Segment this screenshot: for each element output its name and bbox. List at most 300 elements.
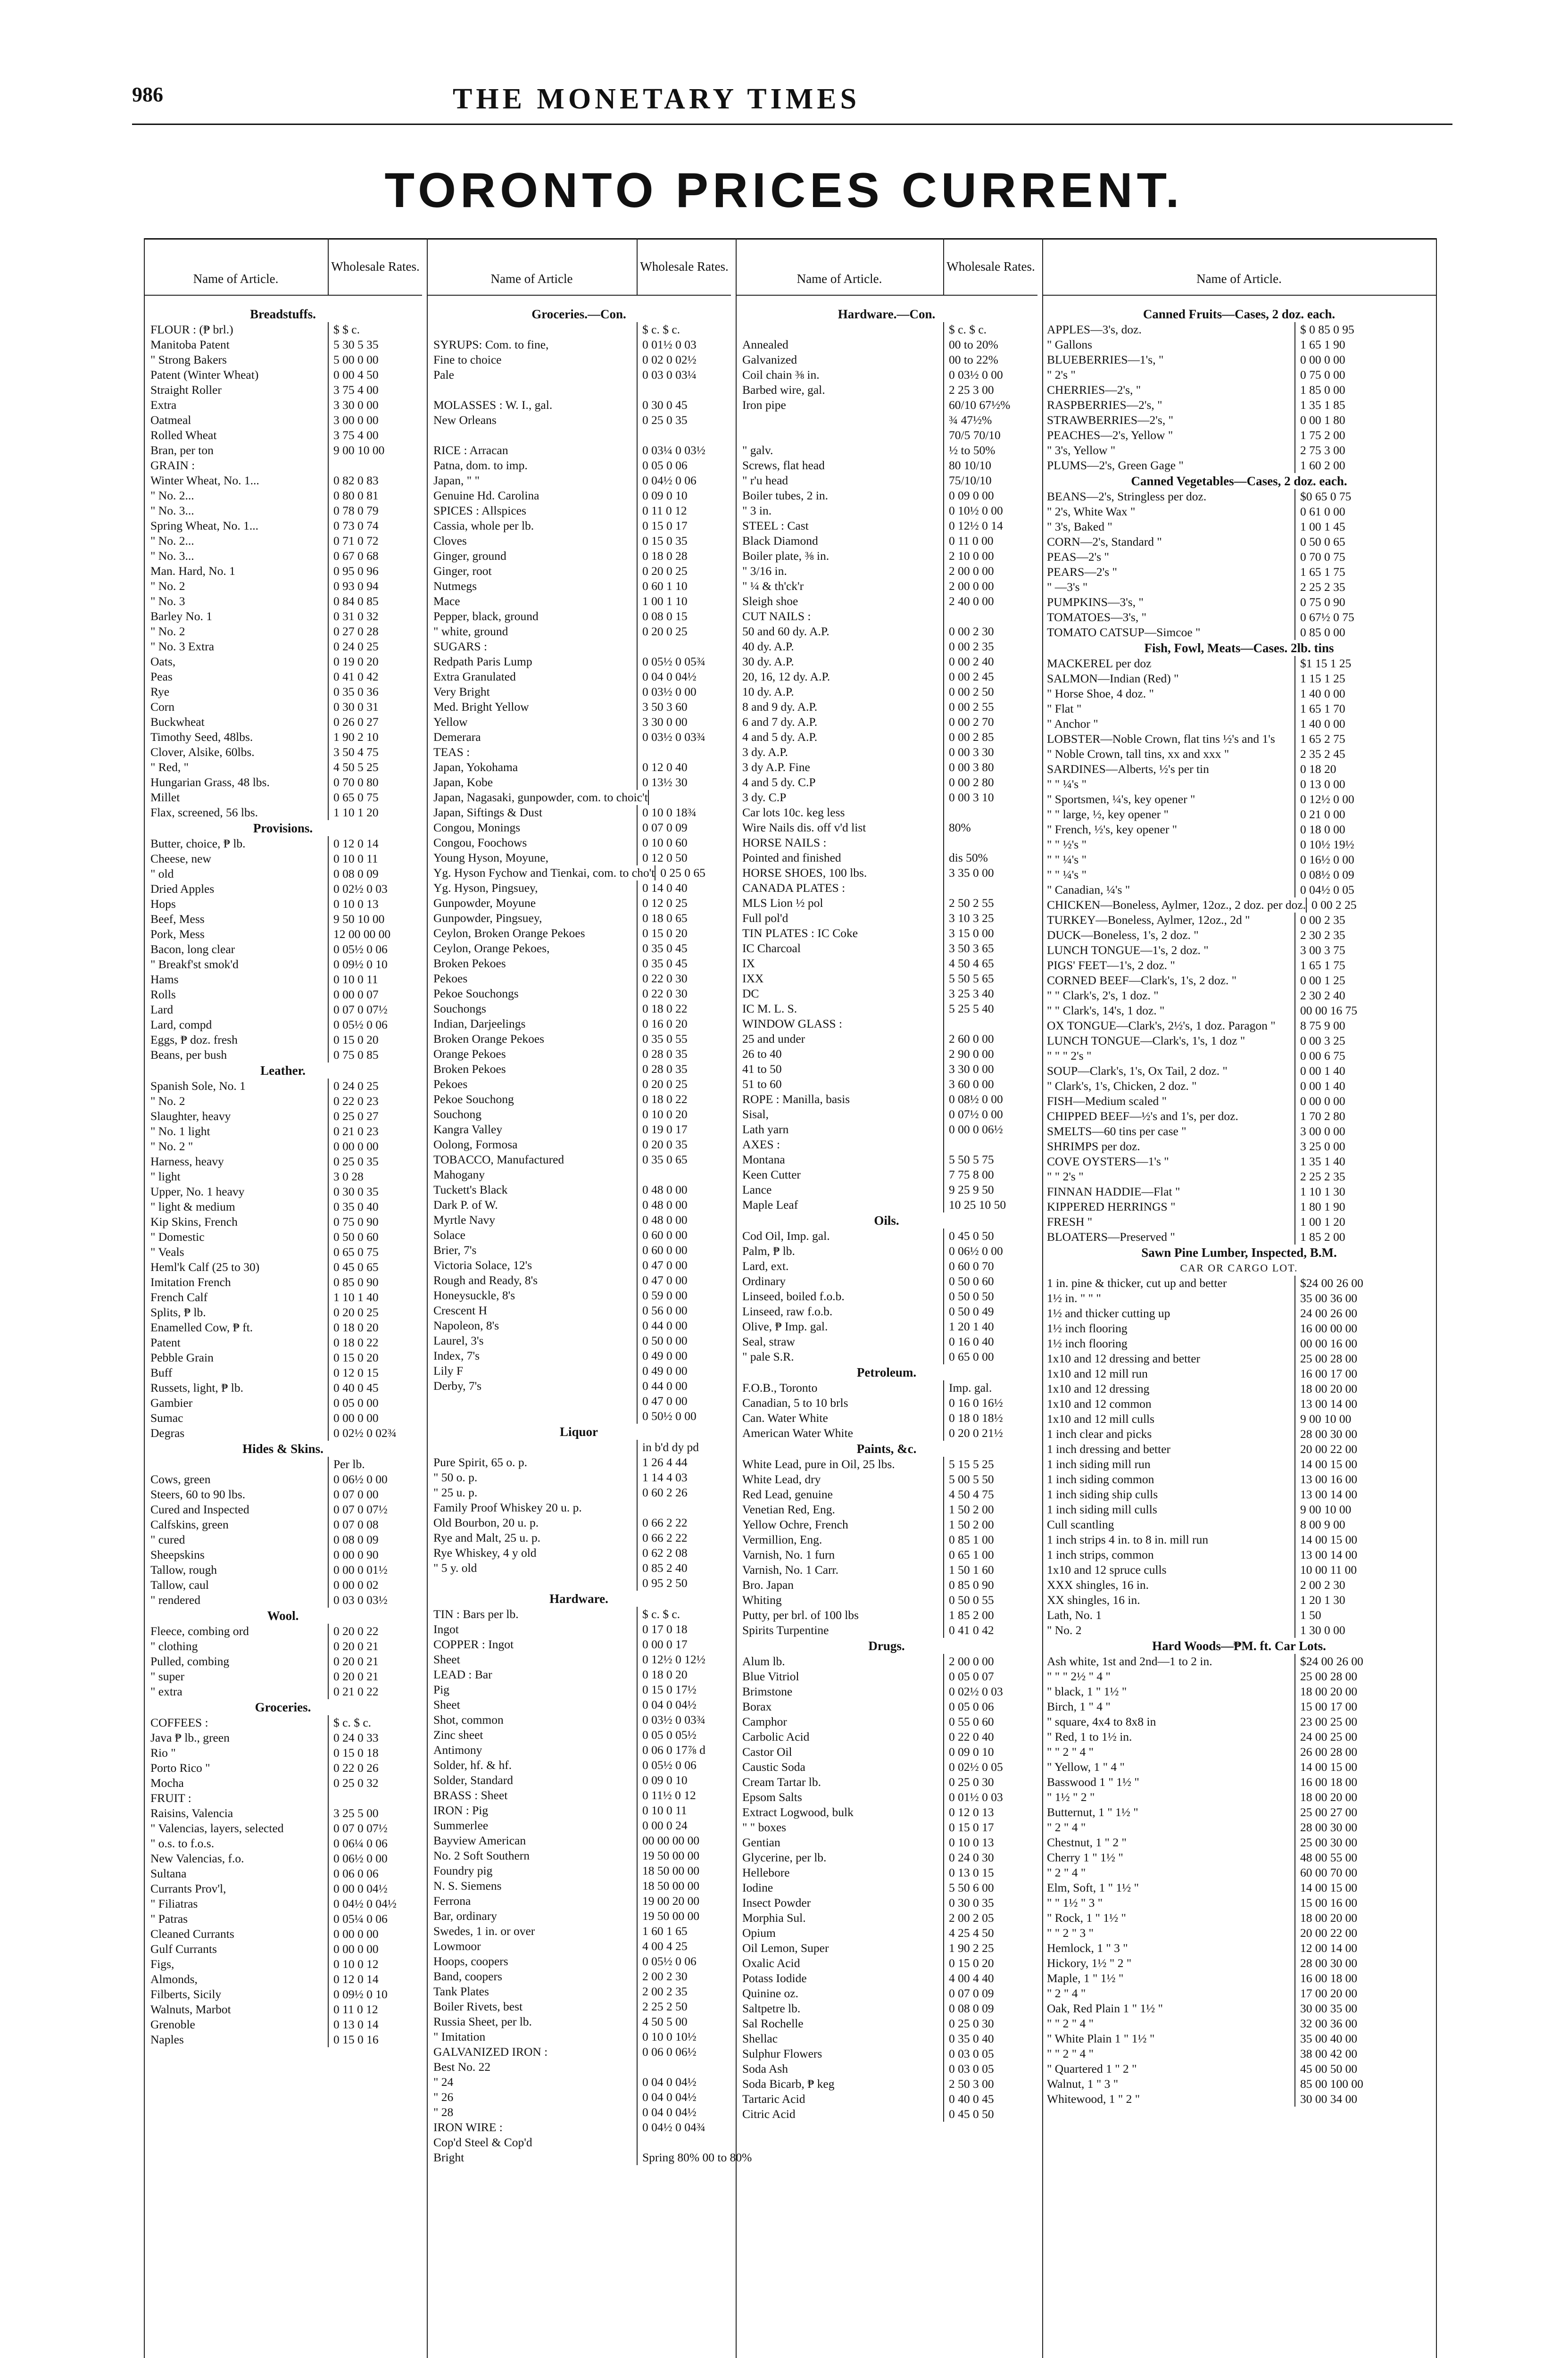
wholesale-rate: 4 00 4 25	[637, 1939, 731, 1954]
article-name: " 2 " 4 "	[1047, 1820, 1086, 1834]
wholesale-rate: 1 35 1 40	[1294, 1154, 1436, 1169]
wholesale-rate: 25 00 28 00	[1294, 1351, 1436, 1366]
wholesale-rate: 0 07 0 07½	[328, 1002, 422, 1017]
wholesale-rate: 1 70 2 80	[1294, 1109, 1436, 1124]
article-name: " " 2 " 4 "	[1047, 2047, 1094, 2060]
wholesale-rate: 0 20 0 22	[328, 1624, 422, 1639]
wholesale-rate: 25 00 27 00	[1294, 1805, 1436, 1820]
wholesale-rate: 3 75 4 00	[328, 382, 422, 398]
wholesale-rate: 0 13 0 15	[943, 1865, 1037, 1880]
wholesale-rate: 0 62 2 08	[637, 1545, 731, 1561]
wholesale-rate: 0 00 0 24	[637, 1818, 731, 1833]
article-name: Dark P. of W.	[433, 1198, 498, 1212]
article-name: " " 2's "	[1047, 1170, 1084, 1183]
section-heading: Paints, &c.	[856, 1442, 917, 1456]
article-name: Gunpowder, Moyune	[433, 896, 536, 910]
wholesale-rate: 70/5 70/10	[943, 428, 1037, 443]
wholesale-rate: 0 02 0 02½	[637, 352, 731, 367]
wholesale-rate: 0 00 0 06½	[943, 1122, 1037, 1137]
wholesale-rate: 0 24 0 25	[328, 1079, 422, 1094]
wholesale-rate: 1 85 2 00	[943, 1608, 1037, 1623]
article-name: CORN—2's, Standard "	[1047, 535, 1162, 548]
wholesale-rate: 0 50 0 55	[943, 1593, 1037, 1608]
wholesale-rate: 0 85 0 00	[1294, 625, 1436, 640]
wholesale-rate: 0 20 0 25	[637, 564, 731, 579]
article-name: Laurel, 3's	[433, 1334, 484, 1347]
section-subheading: CAR OR CARGO LOT.	[1180, 1262, 1298, 1274]
wholesale-rate: 0 10 0 13	[943, 1835, 1037, 1850]
wholesale-rate: 1 65 1 75	[1294, 565, 1436, 580]
wholesale-rate: 13 00 14 00	[1294, 1487, 1436, 1502]
article-name: Ceylon, Broken Orange Pekoes	[433, 926, 585, 940]
wholesale-rate: 0 12 0 15	[328, 1365, 422, 1380]
wholesale-rate: 2 00 2 30	[637, 1969, 731, 1984]
article-name: Bright	[433, 2150, 465, 2164]
section-heading: Groceries.—Con.	[531, 307, 626, 321]
article-name: Oatmeal	[150, 413, 191, 427]
wholesale-rate: 0 07 0 07½	[328, 1821, 422, 1836]
wholesale-rate: 0 16½ 0 00	[1294, 852, 1436, 867]
wholesale-rate: 0 03½ 0 00	[637, 684, 731, 699]
wholesale-rate: 0 10 0 11	[328, 851, 422, 866]
wholesale-rate: 1 35 1 85	[1294, 398, 1436, 413]
article-name: Med. Bright Yellow	[433, 700, 529, 714]
article-name: RICE : Arracan	[433, 443, 508, 457]
article-name: Castor Oil	[742, 1745, 792, 1759]
wholesale-rate: 0 09 0 10	[637, 1773, 731, 1788]
article-name: Red Lead, genuine	[742, 1487, 833, 1501]
article-name: Butternut, 1 " 1½ "	[1047, 1805, 1138, 1819]
article-name: Family Proof Whiskey 20 u. p.	[433, 1501, 582, 1514]
article-name: Grenoble	[150, 2018, 195, 2031]
article-name: " No. 2	[150, 579, 185, 593]
article-name: Bar, ordinary	[433, 1909, 497, 1923]
wholesale-rate: 32 00 36 00	[1294, 2016, 1436, 2031]
wholesale-rate: 1 60 2 00	[1294, 458, 1436, 473]
wholesale-rate: 0 50 0 50	[943, 1289, 1037, 1304]
wholesale-rate: 0 15 0 17	[637, 518, 731, 533]
wholesale-rate: 0 50 0 60	[943, 1274, 1037, 1289]
wholesale-rate: 13 00 14 00	[1294, 1547, 1436, 1562]
article-name: SARDINES—Alberts, ½'s per tin	[1047, 762, 1209, 776]
wholesale-rate: 0 16 0 20	[637, 1016, 731, 1031]
article-name: TURKEY—Boneless, Aylmer, 12oz., 2d "	[1047, 913, 1250, 927]
wholesale-rate: 3 25 0 00	[1294, 1139, 1436, 1154]
article-name: 1x10 and 12 spruce culls	[1047, 1563, 1167, 1577]
article-name: Varnish, No. 1 furn	[742, 1548, 835, 1561]
article-name: " super	[150, 1669, 185, 1683]
wholesale-rate: 0 78 0 79	[328, 503, 422, 518]
wholesale-rate: Spring 80% 00 to 80%	[637, 2150, 731, 2165]
wholesale-rate: 0 05½ 0 05¾	[637, 654, 731, 669]
article-name: Japan, Kobe	[433, 775, 493, 789]
article-name: TOMATO CATSUP—Simcoe "	[1047, 625, 1201, 639]
wholesale-rate: 25 00 28 00	[1294, 1669, 1436, 1684]
wholesale-rate: 2 00 2 35	[637, 1984, 731, 1999]
wholesale-rate: 1 65 2 75	[1294, 731, 1436, 747]
article-name: Extra Granulated	[433, 670, 516, 683]
wholesale-rate: 0 85 0 90	[328, 1275, 422, 1290]
article-name: Montana	[742, 1153, 785, 1166]
article-name: Bacon, long clear	[150, 942, 235, 956]
article-name: Linseed, boiled f.o.b.	[742, 1289, 845, 1303]
wholesale-rate: 0 09 0 00	[943, 488, 1037, 503]
article-name: Best No. 22	[433, 2060, 491, 2074]
article-name: " " Clark's, 2's, 1 doz. "	[1047, 988, 1159, 1002]
article-name: Bran, per ton	[150, 443, 214, 457]
wholesale-rate: 00 to 20%	[943, 337, 1037, 352]
article-name: " Breakf'st smok'd	[150, 957, 239, 971]
article-name: FRESH "	[1047, 1215, 1093, 1229]
wholesale-rate: 0 70 0 80	[328, 775, 422, 790]
wholesale-rate: 9 50 10 00	[328, 912, 422, 927]
article-name: Annealed	[742, 338, 788, 351]
article-name: Quinine oz.	[742, 1986, 798, 2000]
article-name: COFFEES :	[150, 1716, 208, 1729]
article-name: Honeysuckle, 8's	[433, 1288, 515, 1302]
article-name: IX	[742, 956, 755, 970]
article-name: Sisal,	[742, 1107, 769, 1121]
article-name: " No. 3 Extra	[150, 639, 215, 653]
article-name: Pekoe Souchong	[433, 1092, 514, 1106]
wholesale-rate: 0 44 0 00	[637, 1318, 731, 1333]
wholesale-rate: 0 10 0 11	[637, 1803, 731, 1818]
article-name: Birch, 1 " 4 "	[1047, 1700, 1111, 1713]
wholesale-rate: 1 50 2 00	[943, 1517, 1037, 1532]
article-name: Olive, ₱ Imp. gal.	[742, 1320, 828, 1333]
wholesale-rate: 0 00 2 45	[943, 669, 1037, 684]
wholesale-rate: 13 00 16 00	[1294, 1472, 1436, 1487]
article-name: Cop'd Steel & Cop'd	[433, 2135, 532, 2149]
wholesale-rate: 1 10 1 30	[1294, 1184, 1436, 1199]
article-name: COPPER : Ingot	[433, 1637, 514, 1651]
article-name: Lath, No. 1	[1047, 1608, 1102, 1622]
wholesale-rate: 1 65 1 90	[1294, 337, 1436, 352]
article-name: 26 to 40	[742, 1047, 782, 1061]
wholesale-rate: 0 02½ 0 03	[328, 881, 422, 897]
wholesale-rate: 0 08 0 09	[943, 2001, 1037, 2016]
article-name: Hoops, coopers	[433, 1954, 508, 1968]
wholesale-rate: 0 00 0 04½	[328, 1881, 422, 1896]
article-name: " Rock, 1 " 1½ "	[1047, 1911, 1126, 1925]
article-name: " Patras	[150, 1912, 188, 1926]
wholesale-rate: 80 10/10	[943, 458, 1037, 473]
page-header	[132, 83, 1452, 116]
article-name: Russia Sheet, per lb.	[433, 2015, 532, 2028]
article-name: Manitoba Patent	[150, 338, 230, 351]
article-name: Morphia Sul.	[742, 1911, 806, 1925]
wholesale-rate: 0 65 1 00	[943, 1547, 1037, 1562]
price-column-1	[144, 238, 422, 2358]
article-name: " pale S.R.	[742, 1350, 794, 1363]
article-name: Sheet	[433, 1652, 460, 1666]
article-name: Hungarian Grass, 48 lbs.	[150, 775, 270, 789]
article-name: 20, 16, 12 dy. A.P.	[742, 670, 830, 683]
wholesale-rate: 0 00 0 00	[328, 1942, 422, 1957]
wholesale-rate: 0 60 1 10	[637, 579, 731, 594]
wholesale-rate: 0 35 0 40	[943, 2031, 1037, 2046]
article-name: " Filiatras	[150, 1897, 198, 1910]
wholesale-rate: 0 03½ 0 03¾	[637, 1712, 731, 1727]
wholesale-rate: 0 05½ 0 06	[328, 1017, 422, 1032]
article-name: LUNCH TONGUE—Clark's, 1's, 1 doz "	[1047, 1034, 1245, 1047]
wholesale-rate: $ c. $ c.	[637, 1607, 731, 1622]
wholesale-rate: 0 00 0 07	[328, 987, 422, 1002]
wholesale-rate: 0 30 0 31	[328, 699, 422, 714]
wholesale-rate: 0 40 0 45	[328, 1380, 422, 1395]
article-name: Hickory, 1½ " 2 "	[1047, 1956, 1132, 1970]
wholesale-rate: 5 50 5 75	[943, 1152, 1037, 1167]
article-name: ROPE : Manilla, basis	[742, 1092, 850, 1106]
article-name: Yellow Ochre, French	[742, 1518, 848, 1531]
article-name: Old Bourbon, 20 u. p.	[433, 1516, 539, 1529]
article-name: Oats,	[150, 655, 176, 668]
wholesale-rate: 0 75 0 90	[328, 1214, 422, 1229]
article-name: Java ₱ lb., green	[150, 1731, 230, 1744]
article-name: Iodine	[742, 1881, 773, 1894]
article-name: " r'u head	[742, 473, 788, 487]
article-name: Wire Nails dis. off v'd list	[742, 821, 866, 834]
article-name: Patent	[150, 1336, 181, 1349]
wholesale-rate: 28 00 30 00	[1294, 1820, 1436, 1835]
section-heading: Groceries.	[255, 1700, 311, 1714]
wholesale-rate: 1 85 2 00	[1294, 1229, 1436, 1245]
article-name: Car lots 10c. keg less	[742, 805, 845, 819]
wholesale-rate: 0 00 2 40	[943, 654, 1037, 669]
wholesale-rate: 0 00 2 80	[943, 775, 1037, 790]
rates-header: Wholesale Rates.	[943, 238, 1037, 295]
article-name: Timothy Seed, 48lbs.	[150, 730, 253, 744]
article-name: 1½ inch flooring	[1047, 1321, 1128, 1335]
wholesale-rate: 14 00 15 00	[1294, 1880, 1436, 1895]
article-name: Cream Tartar lb.	[742, 1775, 821, 1789]
article-name: " " " 2½ " 4 "	[1047, 1669, 1111, 1683]
wholesale-rate: 0 20 0 25	[637, 624, 731, 639]
article-name: 1x10 and 12 dressing and better	[1047, 1352, 1201, 1365]
wholesale-rate: 14 00 15 00	[1294, 1532, 1436, 1547]
article-name: " Quartered 1 " 2 "	[1047, 2062, 1137, 2076]
wholesale-rate: 0 65 0 75	[328, 1245, 422, 1260]
article-name: Can. Water White	[742, 1411, 828, 1425]
wholesale-rate: 2 90 0 00	[943, 1046, 1037, 1062]
article-name: AXES :	[742, 1137, 780, 1151]
wholesale-rate: 0 05 0 00	[328, 1395, 422, 1411]
article-name: Figs,	[150, 1957, 174, 1971]
wholesale-rate: 0 40 0 45	[943, 2092, 1037, 2107]
article-name: Raisins, Valencia	[150, 1806, 233, 1820]
wholesale-rate: 0 60 0 00	[637, 1243, 731, 1258]
wholesale-rate: 8 00 9 00	[1294, 1517, 1436, 1532]
article-name: Rio "	[150, 1746, 176, 1760]
wholesale-rate: 30 00 35 00	[1294, 2001, 1436, 2016]
article-name: Patna, dom. to imp.	[433, 458, 528, 472]
wholesale-rate: 1 65 1 75	[1294, 958, 1436, 973]
article-name: Oil Lemon, Super	[742, 1941, 829, 1955]
wholesale-rate: 45 00 50 00	[1294, 2061, 1436, 2076]
article-name: " Red, 1 to 1½ in.	[1047, 1730, 1132, 1744]
article-name: " No. 2	[1047, 1623, 1082, 1637]
article-name: Oolong, Formosa	[433, 1137, 518, 1151]
article-name: Lance	[742, 1183, 772, 1196]
article-name: SHRIMPS per doz.	[1047, 1139, 1140, 1153]
article-name: " " 1½ " 3 "	[1047, 1896, 1103, 1910]
article-name: XXX shingles, 16 in.	[1047, 1578, 1149, 1592]
article-name: " French, ½'s, key opener "	[1047, 822, 1178, 836]
wholesale-rate: 0 00 3 80	[943, 760, 1037, 775]
wholesale-rate: 0 10½ 19½	[1294, 837, 1436, 852]
article-name: Spirits Turpentine	[742, 1623, 829, 1637]
article-name: SUGARS :	[433, 639, 488, 653]
wholesale-rate: 2 60 0 00	[943, 1031, 1037, 1046]
wholesale-rate: 0 09 0 10	[637, 488, 731, 503]
section-heading: Liquor	[559, 1425, 598, 1439]
article-name: 40 dy. A.P.	[742, 639, 794, 653]
wholesale-rate: 1 14 4 03	[637, 1470, 731, 1485]
page-title: TORONTO PRICES CURRENT.	[384, 163, 1184, 218]
wholesale-rate: 0 11 0 12	[637, 503, 731, 518]
wholesale-rate: 0 10 0 12	[328, 1957, 422, 1972]
wholesale-rate: 60/10 67½%	[943, 398, 1037, 413]
wholesale-rate: 0 01½ 0 03	[943, 1790, 1037, 1805]
article-name: " Clark's, 1's, Chicken, 2 doz. "	[1047, 1079, 1197, 1093]
article-name: Ceylon, Orange Pekoes,	[433, 941, 550, 955]
wholesale-rate: 0 20 0 21	[328, 1639, 422, 1654]
article-name: " " Clark's, 14's, 1 doz. "	[1047, 1004, 1165, 1017]
wholesale-rate: 0 02½ 0 05	[943, 1760, 1037, 1775]
wholesale-rate: 0 00 0 00	[1294, 352, 1436, 367]
wholesale-rate: 20 00 22 00	[1294, 1926, 1436, 1941]
wholesale-rate: 0 20 0 35	[637, 1137, 731, 1152]
wholesale-rate: 0 05½ 0 06	[637, 1954, 731, 1969]
article-name: Sal Rochelle	[742, 2017, 804, 2030]
article-name: Peas	[150, 670, 173, 683]
wholesale-rate: 10 00 11 00	[1294, 1562, 1436, 1578]
wholesale-rate: 0 01½ 0 03	[637, 337, 731, 352]
wholesale-rate: 0 67 0 68	[328, 548, 422, 564]
article-name: Saltpetre lb.	[742, 2001, 801, 2015]
article-name: Full pol'd	[742, 911, 788, 925]
wholesale-rate: 0 75 0 85	[328, 1047, 422, 1063]
article-name: " 24	[433, 2075, 454, 2089]
article-name: 1½ and thicker cutting up	[1047, 1306, 1170, 1320]
article-name: 41 to 50	[742, 1062, 782, 1076]
wholesale-rate: 85 00 100 00	[1294, 2076, 1436, 2092]
article-name: " Valencias, layers, selected	[150, 1821, 284, 1835]
wholesale-rate: $ c. $ c.	[637, 322, 731, 337]
article-name: Pepper, black, ground	[433, 609, 539, 623]
article-name: Ferrona	[433, 1894, 471, 1908]
article-name: Cleaned Currants	[150, 1927, 234, 1941]
wholesale-rate: 0 25 0 65	[655, 865, 731, 880]
wholesale-rate: $1 15 1 25	[1294, 656, 1436, 671]
article-name: Boiler tubes, 2 in.	[742, 489, 829, 502]
article-name: Pekoe Souchongs	[433, 987, 519, 1000]
wholesale-rate: 0 15 0 20	[328, 1350, 422, 1365]
wholesale-rate: 25 00 30 00	[1294, 1835, 1436, 1850]
article-name: Rolled Wheat	[150, 428, 217, 442]
wholesale-rate: 0 41 0 42	[328, 669, 422, 684]
article-name: " Noble Crown, tall tins, xx and xxx "	[1047, 747, 1229, 761]
article-name: LOBSTER—Noble Crown, flat tins ½'s and 1's	[1047, 732, 1275, 746]
article-name: " o.s. to f.o.s.	[150, 1836, 215, 1850]
wholesale-rate: 3 30 0 00	[943, 1062, 1037, 1077]
article-name: Sleigh shoe	[742, 594, 798, 608]
article-name: " " ¼'s "	[1047, 868, 1087, 881]
wholesale-rate: 18 00 20 00	[1294, 1790, 1436, 1805]
wholesale-rate: 0 60 2 26	[637, 1485, 731, 1500]
wholesale-rate: 0 22 0 30	[637, 971, 731, 986]
wholesale-rate: 80%	[943, 820, 1037, 835]
wholesale-rate: 0 20 0 21½	[943, 1426, 1037, 1441]
wholesale-rate: 0 50 0 00	[637, 1333, 731, 1348]
wholesale-rate: 0 06½ 0 00	[943, 1244, 1037, 1259]
article-name: Spanish Sole, No. 1	[150, 1079, 246, 1093]
article-name: Elm, Soft, 1 " 1½ "	[1047, 1881, 1139, 1894]
section-heading: Hides & Skins.	[242, 1442, 324, 1456]
article-name: Harness, heavy	[150, 1154, 224, 1168]
article-name: Rye and Malt, 25 u. p.	[433, 1531, 541, 1544]
wholesale-rate: 2 25 2 35	[1294, 580, 1436, 595]
article-name: Gunpowder, Pingsuey,	[433, 911, 542, 925]
article-name: White Lead, pure in Oil, 25 lbs.	[742, 1457, 895, 1471]
wholesale-rate: 0 22 0 23	[328, 1094, 422, 1109]
wholesale-rate: 0 30 0 35	[943, 1895, 1037, 1910]
article-name: Eggs, ₱ doz. fresh	[150, 1033, 238, 1046]
article-name: Sumac	[150, 1411, 183, 1425]
wholesale-rate: 0 95 0 96	[328, 564, 422, 579]
wholesale-rate: 0 00 1 25	[1294, 973, 1436, 988]
article-name: Borax	[742, 1700, 772, 1713]
article-name: Pure Spirit, 65 o. p.	[433, 1455, 528, 1469]
wholesale-rate: 0 05 0 06	[637, 458, 731, 473]
wholesale-rate: 0 48 0 00	[637, 1182, 731, 1197]
wholesale-rate: 35 00 36 00	[1294, 1291, 1436, 1306]
wholesale-rate: 0 60 0 70	[943, 1259, 1037, 1274]
article-name: Pekoes	[433, 1077, 468, 1091]
wholesale-rate: 0 20 0 21	[328, 1654, 422, 1669]
wholesale-rate: 0 06½ 0 00	[328, 1851, 422, 1866]
wholesale-rate: 0 73 0 74	[328, 518, 422, 533]
article-name: LEAD : Bar	[433, 1668, 492, 1681]
wholesale-rate: 0 20 0 21	[328, 1669, 422, 1684]
article-name: Putty, per brl. of 100 lbs	[742, 1608, 859, 1622]
article-name: Yellow	[433, 715, 468, 729]
wholesale-rate: 2 00 0 00	[943, 1654, 1037, 1669]
wholesale-rate: 9 00 10 00	[1294, 1411, 1436, 1427]
wholesale-rate: 16 00 18 00	[1294, 1775, 1436, 1790]
wholesale-rate: 2 00 2 05	[943, 1910, 1037, 1926]
article-name: IXX	[742, 971, 764, 985]
wholesale-rate: 15 00 16 00	[1294, 1895, 1436, 1910]
wholesale-rate: 0 06 0 06½	[637, 2044, 731, 2059]
article-name: Lard	[150, 1003, 174, 1016]
wholesale-rate: 2 30 2 40	[1294, 988, 1436, 1003]
article-name: SOUP—Clark's, 1's, Ox Tail, 2 doz. "	[1047, 1064, 1228, 1078]
wholesale-rate: 0 85 2 40	[637, 1561, 731, 1576]
wholesale-rate: 1 80 1 90	[1294, 1199, 1436, 1214]
wholesale-rate: 5 15 5 25	[943, 1457, 1037, 1472]
article-name: Victoria Solace, 12's	[433, 1258, 532, 1272]
wholesale-rate: 0 10 0 60	[637, 835, 731, 850]
article-name: Splits, ₱ lb.	[150, 1305, 206, 1319]
article-name: " Sportsmen, ¼'s, key opener "	[1047, 792, 1195, 806]
wholesale-rate: dis 50%	[943, 850, 1037, 865]
wholesale-rate: 0 00 2 35	[1294, 913, 1436, 928]
article-name: Kangra Valley	[433, 1122, 503, 1136]
section-heading: Hardware.	[549, 1592, 608, 1606]
article-name: Millet	[150, 790, 180, 804]
wholesale-rate: 0 66 2 22	[637, 1530, 731, 1545]
